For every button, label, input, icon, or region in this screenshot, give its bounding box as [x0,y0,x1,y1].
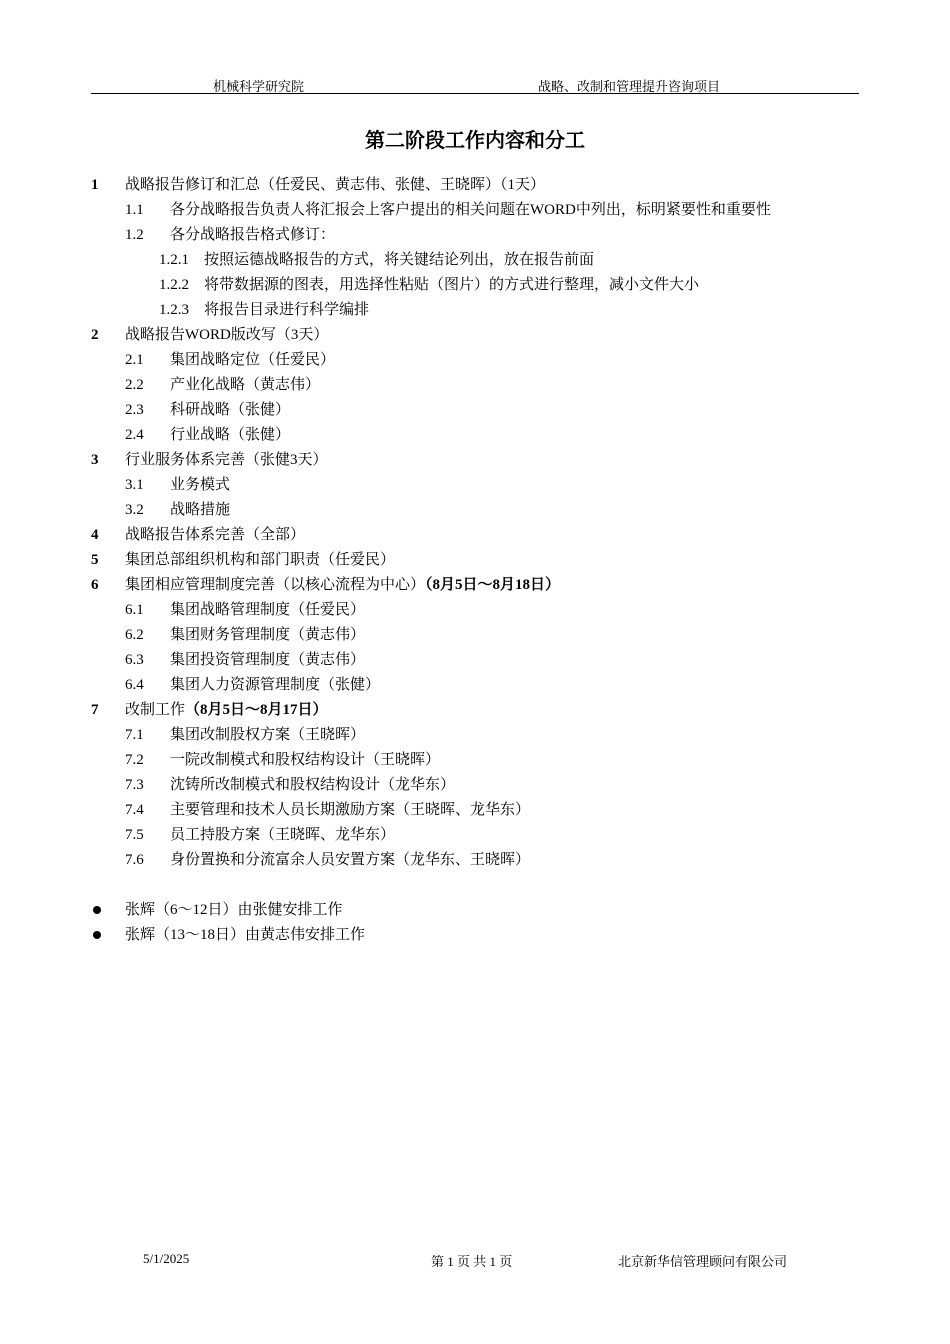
bullet-text: 张辉（6～12日）由张健安排工作 [125,902,343,918]
item-1-1 [125,198,905,223]
item-1-2-3 [159,298,859,323]
section-text: 行业服务体系完善（张健3天） [125,452,328,468]
section-text: 集团总部组织机构和部门职责（任爱民） [125,552,396,568]
item-number: 2.3 [125,402,144,418]
item-number: 1.2.1 [159,252,189,268]
item-number: 7.3 [125,777,144,793]
item-number: 2.4 [125,427,144,443]
section-text [125,698,328,723]
section-number: 6 [91,577,99,593]
item-number: 2.1 [125,352,144,368]
item-text: 产业化战略（黄志伟） [170,377,321,393]
section-4 [91,523,791,548]
section-date-range: （8月5日～8月18日） [425,577,561,593]
item-text: 集团投资管理制度（黄志伟） [170,652,366,668]
item-number: 1.2.2 [159,277,189,293]
section-number: 4 [91,527,99,543]
footer-date: 5/1/2025 [143,1251,190,1266]
section-6 [91,573,851,598]
section-text-main: 改制工作 [125,702,186,718]
section-3 [91,448,791,473]
item-6-2 [125,623,725,648]
item-7-6 [125,848,775,873]
item-2-2 [125,373,725,398]
item-text: 集团战略定位（任爱民） [170,352,336,368]
item-number: 7.5 [125,827,144,843]
item-number: 6.3 [125,652,144,668]
item-number: 6.2 [125,627,144,643]
item-text: 按照运德战略报告的方式，将关键结论列出，放在报告前面 [204,252,595,268]
item-text: 科研战略（张健） [170,402,291,418]
item-text: 业务模式 [170,477,231,493]
item-number: 7.2 [125,752,144,768]
item-text: 将带数据源的图表，用选择性粘贴（图片）的方式进行整理，减小文件大小 [204,277,700,293]
section-number: 2 [91,327,99,343]
page-header [91,76,859,94]
section-number: 5 [91,552,99,568]
item-7-4 [125,798,775,823]
item-6-1 [125,598,725,623]
item-number: 6.1 [125,602,144,618]
item-text: 集团财务管理制度（黄志伟） [170,627,366,643]
item-7-2 [125,748,775,773]
item-text: 各分战略报告负责人将汇报会上客户提出的相关问题在WORD中列出，标明紧要性和重要性 [170,202,771,218]
page-title: 第二阶段工作内容和分工 [365,128,585,152]
item-text: 员工持股方案（王晓晖、龙华东） [170,827,396,843]
item-7-3 [125,773,775,798]
bullet-dot-icon [93,931,101,939]
bullet-dot-icon [93,906,101,914]
item-text: 集团战略管理制度（任爱民） [170,602,366,618]
item-1-2 [125,223,825,248]
header-left: 机械科学研究院 [213,79,305,94]
item-2-1 [125,348,725,373]
section-text-main: 集团相应管理制度完善（以核心流程为中心） [125,577,426,593]
item-text: 一院改制模式和股权结构设计（王晓晖） [170,752,441,768]
item-7-5 [125,823,775,848]
section-text: 战略报告体系完善（全部） [125,527,306,543]
item-text: 主要管理和技术人员长期激励方案（王晓晖、龙华东） [170,802,531,818]
header-right: 战略、改制和管理提升咨询项目 [538,79,721,94]
item-text: 集团人力资源管理制度（张健） [170,677,381,693]
item-text: 身份置换和分流富余人员安置方案（龙华东、王晓晖） [170,852,531,868]
item-7-1 [125,723,775,748]
bullet-item [91,898,691,923]
section-7 [91,698,791,723]
footer-page-number: 第 1 页 共 1 页 [431,1254,513,1269]
item-text: 各分战略报告格式修订： [170,227,336,243]
bullet-item [91,923,691,948]
item-1-2-2 [159,273,859,298]
item-number: 1.2.3 [159,302,189,318]
section-text: 战略报告WORD版改写（3天） [125,327,329,343]
section-number: 1 [91,177,99,193]
section-date-range: （8月5日～8月17日） [185,702,328,718]
item-number: 6.4 [125,677,144,693]
footer-company: 北京新华信管理顾问有限公司 [618,1254,788,1269]
item-3-2 [125,498,725,523]
item-text: 将报告目录进行科学编排 [204,302,370,318]
section-text [125,573,560,598]
item-number: 1.2 [125,227,144,243]
item-text: 行业战略（张健） [170,427,291,443]
section-2 [91,323,791,348]
item-text: 沈铸所改制模式和股权结构设计（龙华东） [170,777,456,793]
section-1 [91,173,891,198]
item-number: 1.1 [125,202,144,218]
item-2-3 [125,398,725,423]
item-number: 3.2 [125,502,144,518]
item-6-3 [125,648,725,673]
section-number: 3 [91,452,99,468]
item-number: 3.1 [125,477,144,493]
item-number: 2.2 [125,377,144,393]
bullet-text: 张辉（13～18日）由黄志伟安排工作 [125,927,366,943]
item-6-4 [125,673,725,698]
item-number: 7.1 [125,727,144,743]
section-text: 战略报告修订和汇总（任爱民、黄志伟、张健、王晓晖）（1天） [125,177,546,193]
section-number: 7 [91,702,99,718]
item-number: 7.6 [125,852,144,868]
item-text: 战略措施 [170,502,231,518]
item-number: 7.4 [125,802,144,818]
section-5 [91,548,791,573]
item-2-4 [125,423,725,448]
item-3-1 [125,473,725,498]
item-1-2-1 [159,248,859,273]
item-text: 集团改制股权方案（王晓晖） [170,727,366,743]
